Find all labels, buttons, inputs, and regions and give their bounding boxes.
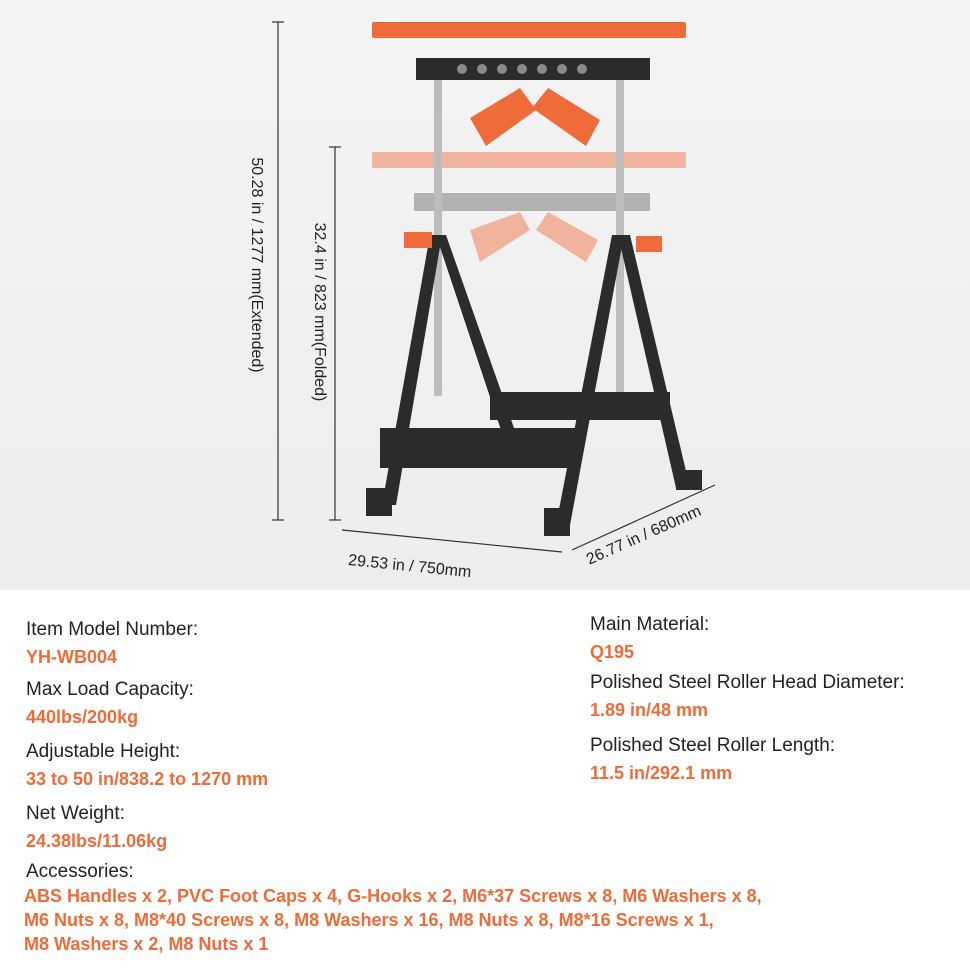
spec-roller-length (590, 734, 835, 785)
spec-value: 1.89 in/48 mm (590, 700, 709, 720)
spec-value: YH-WB004 (26, 647, 118, 667)
height-extended-label: 50.28 in / 1277 mm(Extended) (248, 157, 265, 373)
spec-label: Polished Steel Roller Head Diameter: (590, 672, 905, 693)
spec-label: Main Material: (590, 614, 710, 635)
accessories-line: M8 Washers x 2, M8 Nuts x 1 (24, 934, 269, 954)
spec-roller-diameter (590, 671, 905, 722)
spec-value: 11.5 in/292.1 mm (590, 763, 733, 783)
spec-label: Adjustable Height: (26, 741, 181, 762)
accessories-line: M6 Nuts x 8, M8*40 Screws x 8, M8 Washers x 16, M8 Nuts x 8, M8*16 Screws x 1, (24, 910, 714, 930)
accessories-line: ABS Handles x 2, PVC Foot Caps x 4, G-Hooks x 2, M6*37 Screws x 8, M6 Washers x 8, (24, 886, 762, 906)
spec-label: Polished Steel Roller Length: (590, 735, 836, 756)
height-folded-label: 32.4 in / 823 mm(Folded) (311, 222, 328, 402)
spec-label: Max Load Capacity: (26, 679, 194, 700)
spec-value: 440lbs/200kg (26, 707, 139, 727)
accessories-label: Accessories: (26, 861, 134, 882)
spec-main-material (590, 613, 709, 664)
spec-value: 33 to 50 in/838.2 to 1270 mm (26, 769, 269, 789)
accessories-list (24, 884, 954, 956)
spec-value: Q195 (590, 642, 635, 662)
spec-label: Net Weight: (26, 803, 125, 824)
spec-adjustable-height (26, 740, 268, 791)
spec-label: Item Model Number: (26, 619, 199, 640)
spec-max-load (26, 678, 194, 729)
spec-value: 24.38lbs/11.06kg (26, 831, 168, 851)
spec-model-number (26, 618, 198, 669)
dimension-lines (272, 22, 715, 552)
spec-net-weight (26, 802, 167, 853)
frame (366, 232, 702, 536)
width-label: 29.53 in / 750mm (347, 552, 473, 582)
depth-label: 26.77 in / 680mm (584, 502, 704, 569)
